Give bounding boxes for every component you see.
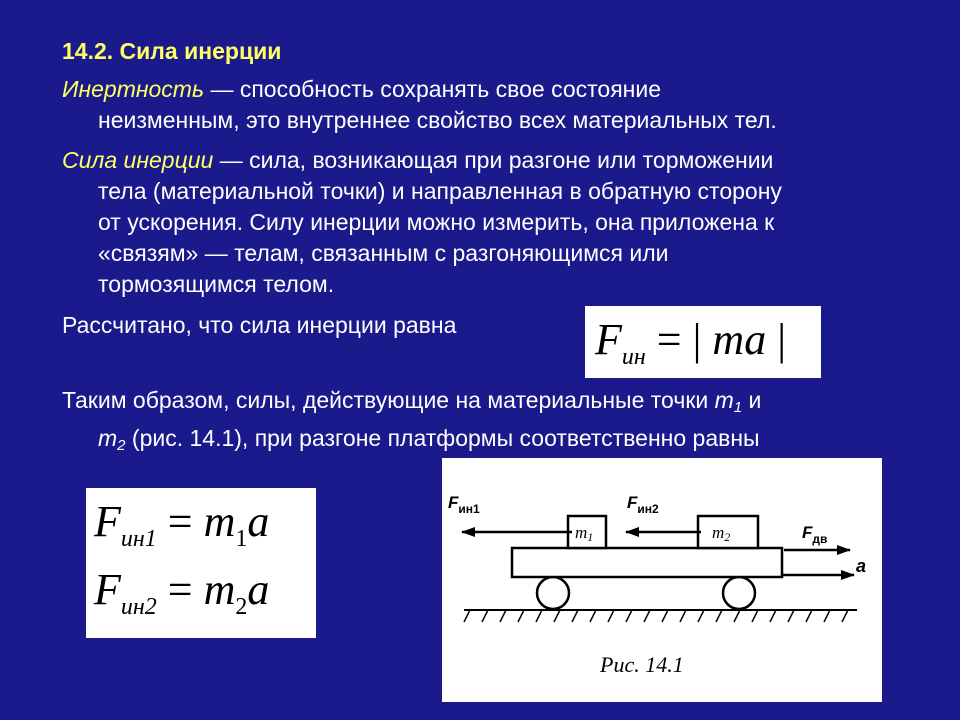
m2-label: m2 [712,523,731,544]
statement-text: Таким образом, силы, действующие на материальные точки [62,387,715,413]
statement-text: и [742,387,762,413]
formula-row [94,564,269,621]
definition-text: неизменным, это внутреннее свойство всех материальных тел. [98,107,777,133]
wheel [537,577,569,609]
formula-operator: | [766,315,787,364]
formula-operator: = [156,497,204,546]
formula-subscript: ин [621,344,646,370]
mass-subscript: 2 [117,437,126,454]
drive-force-label: $F_{дв}$ [802,523,828,546]
formula-symbol: a [247,497,270,546]
formula-symbol: a [247,565,270,614]
inertia-force-1-label: $F_{ин1}$ [448,493,480,516]
definition-text: тормозящимся телом. [98,271,335,297]
mass-symbol: m [714,387,734,413]
formula-subscript: ин2 [120,594,157,620]
formula-subscript: 2 [235,594,248,620]
figure-caption: Рис. 14.1 [600,652,684,677]
formula-subscript: 1 [235,526,248,552]
forces-statement [62,385,902,461]
formula-symbol: ma [712,315,767,364]
platform-figure [442,458,882,702]
formula-symbol: m [203,565,236,614]
formula-symbol: m [203,497,236,546]
calc-statement: Рассчитано, что сила инерции равна [62,312,457,338]
formula-row [94,496,269,553]
ground-hatching [464,610,848,622]
inertia-force-formula [585,306,821,378]
definition-text: — сила, возникающая при разгоне или торможении [213,147,774,173]
formula-operator: = | [645,315,713,364]
mass-forces-formulas [86,488,316,638]
statement-text: (рис. 14.1), при разгоне платформы соответственно равны [125,425,760,451]
definition-text: — способность сохранять свое состояние [204,76,661,102]
formula-symbol: F [94,565,121,614]
inertia-force-2-label: $F_{ин2}$ [627,493,659,516]
definition-text: от ускорения. Силу инерции можно измерить, она приложена к [98,209,775,235]
formula-subscript: ин1 [120,526,157,552]
wheel [723,577,755,609]
definition-text: «связям» — телам, связанным с разгоняющимся или [98,240,669,266]
formula-symbol: F [595,315,622,364]
term-inertia-force: Сила инерции [62,147,214,173]
slide-title: 14.2. Сила инерции [62,38,282,64]
mass-symbol: m [98,425,118,451]
acceleration-label: a [856,556,867,576]
platform-diagram [442,458,882,702]
formula-symbol: F [94,497,121,546]
mass-subscript: 1 [733,399,743,416]
definition-inertness [62,74,902,136]
platform [512,548,782,577]
definition-text: тела (материальной точки) и направленная в обратную сторону [98,178,782,204]
definition-inertia-force [62,145,902,300]
term-inertness: Инертность [62,76,205,102]
formula-operator: = [156,565,204,614]
m1-label: m1 [575,523,594,544]
